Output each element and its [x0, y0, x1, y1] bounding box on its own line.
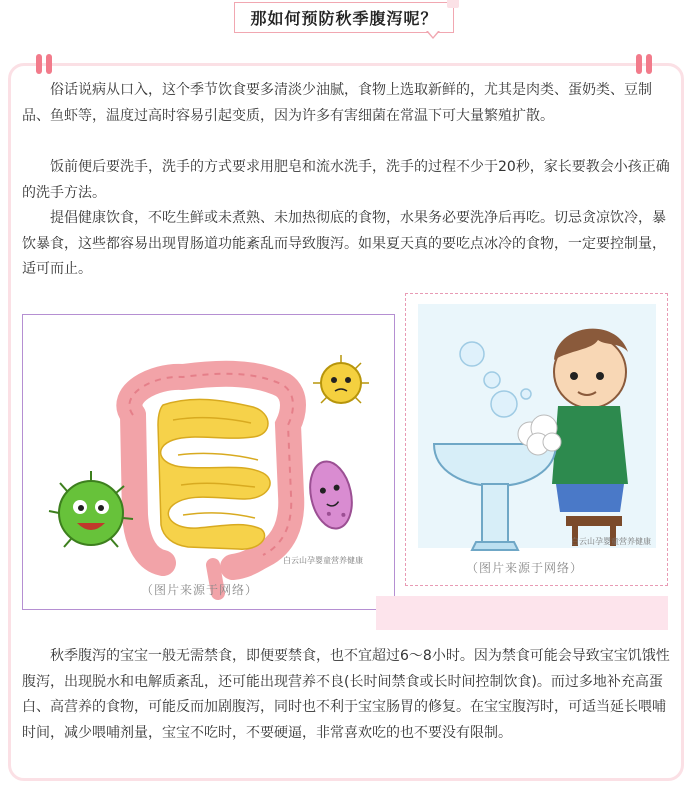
- frame-tab-right: [636, 54, 642, 74]
- image-watermark: 白云山孕婴童营养健康: [571, 537, 651, 546]
- paragraph-fasting-advice: 秋季腹泻的宝宝一般无需禁食，即便要禁食，也不宜超过6～8小时。因为禁食可能会导致宝宝饥饿性腹泻，出现脱水和电解质紊乱，还可能出现营养不良(长时间禁食或长时间控制饮食)。而过多地补充高蛋白、高营养的食物，可能反而加剧腹泻，同时也不利于宝宝肠胃的修复。在宝宝腹泻时，可适当延长喂哺时间，减少喂哺剂量，宝宝不吃时，不要硬逼，非常喜欢吃的也不要没有限制。: [22, 648, 670, 741]
- frame-tab-left: [46, 54, 52, 74]
- frame-tab-right: [646, 54, 652, 74]
- section-title: 那如何预防秋季腹泻呢？: [250, 9, 438, 28]
- paragraph-healthy-diet: 提倡健康饮食，不吃生鲜或未煮熟、未加热彻底的食物，水果务必要洗净后再吃。切忌贪凉饮冷，暴饮暴食，这些都容易出现胃肠道功能紊乱而导致腹泻。如果夏天真的要吃点冰冷的食物，一定要控制量，适可而止。: [22, 210, 666, 277]
- paragraph-food-hygiene: 俗话说病从口入，这个季节饮食要多清淡少油腻，食物上选取新鲜的，尤其是肉类、蛋奶类、豆制品、鱼虾等，温度过高时容易引起变质，因为许多有害细菌在常温下可大量繁殖扩散。: [22, 82, 652, 124]
- image-hand-washing: [405, 293, 668, 586]
- image-watermark: 白云山孕婴童营养健康: [283, 556, 363, 565]
- image-caption: （图片来源于网络）: [466, 561, 584, 575]
- image-intestines: [22, 314, 395, 610]
- frame-tab-left: [36, 54, 42, 74]
- image-caption: （图片来源于网络）: [141, 583, 259, 597]
- paragraph-hand-washing: 饭前便后要洗手，洗手的方式要求用肥皂和流水洗手，洗手的过程不少于20秒，家长要教会小孩正确的洗手方法。: [22, 159, 670, 201]
- section-title-box: [234, 2, 454, 33]
- decorative-pink-band: [376, 596, 668, 630]
- title-corner-decoration: [447, 0, 459, 8]
